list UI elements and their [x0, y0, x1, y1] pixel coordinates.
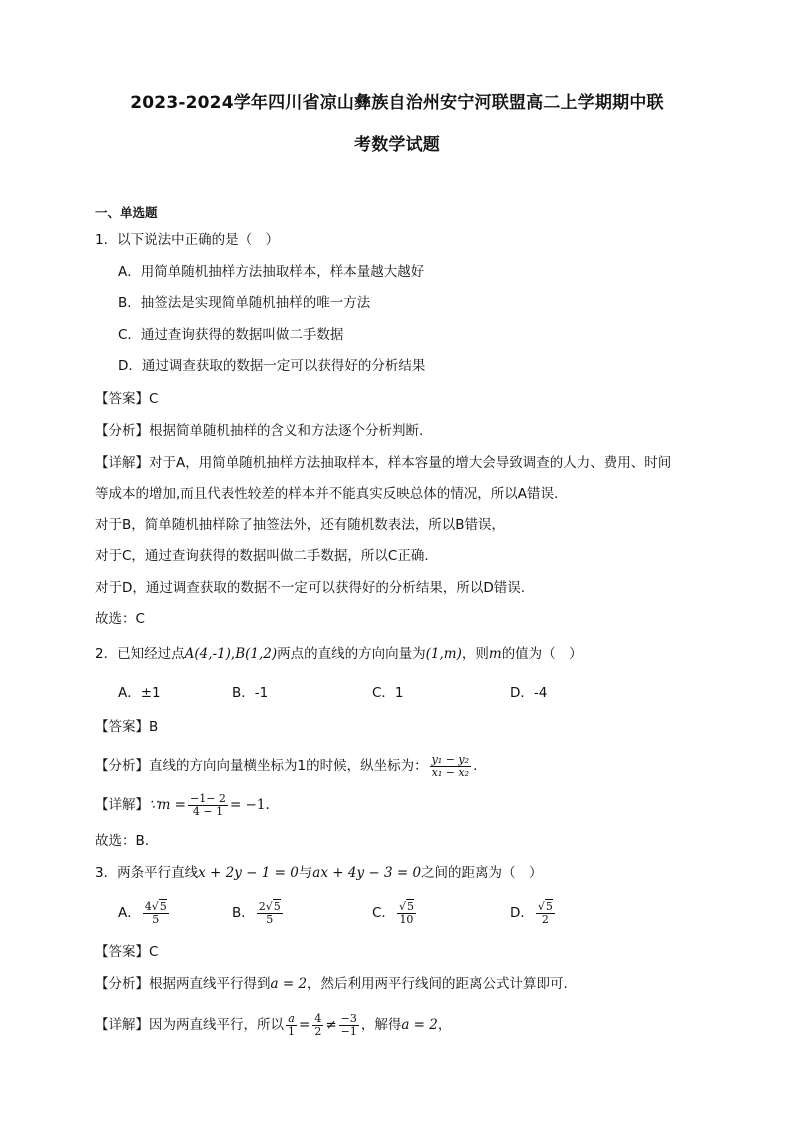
q2-point-a: A(4,-1)	[184, 646, 231, 662]
q2-answer	[95, 717, 158, 737]
fraction-numerator: 4	[314, 1011, 322, 1025]
q2-stem-d: 的值为（ ）	[501, 646, 583, 662]
choose-label: 故选：	[95, 611, 136, 627]
fraction-numerator: −3	[340, 1011, 357, 1025]
ratio-fraction-3	[339, 1013, 359, 1038]
fraction-denominator: 5	[266, 912, 274, 926]
fraction-numerator: a	[286, 1013, 297, 1026]
fraction-numerator: −1− 2	[190, 791, 226, 805]
fraction-numerator: √5	[537, 899, 553, 913]
q2-detail-pre: ∵m =	[149, 797, 186, 813]
option-fraction	[397, 901, 416, 926]
q1-detail-5: 对于D，通过调查获取的数据不一定可以获得好的分析结果，所以D错误.	[95, 580, 526, 596]
q2-detail	[95, 791, 270, 819]
q3-option-a	[118, 898, 171, 928]
fraction-denominator: −1	[340, 1024, 357, 1038]
q2-option-a: A．±1	[118, 685, 161, 701]
option-label: A．	[118, 905, 141, 921]
choose-value: B.	[135, 833, 150, 849]
q1-option-b: B．抽签法是实现简单随机抽样的唯一方法	[118, 295, 371, 311]
not-equal-sign: ≠	[325, 1017, 337, 1033]
detail-label: 【详解】	[95, 797, 149, 813]
fraction-numerator: y₁ − y₂	[431, 752, 470, 766]
analysis-text: 根据简单随机抽样的含义和方法逐个分析判断.	[149, 423, 424, 439]
q1-detail-3: 对于B，简单随机抽样除了抽签法外，还有随机数表法，所以B错误，	[95, 517, 506, 533]
section-heading: 一、单选题	[95, 205, 158, 220]
q3-stem	[95, 863, 543, 883]
m-fraction	[188, 793, 228, 818]
option-label: D．	[510, 905, 534, 921]
choose-value: C	[135, 611, 145, 627]
q3-option-b	[232, 898, 285, 928]
q2-analysis: 【分析】直线的方向向量横坐标为1的时候，纵坐标为： $\frac{\text{y₁ − y₂}}{\text{x₁ − x₂}}$ .	[95, 752, 478, 779]
analysis-text: 直线的方向向量横坐标为1的时候，纵坐标为：	[149, 758, 428, 774]
option-label: B．	[232, 905, 255, 921]
option-fraction	[257, 901, 283, 926]
ratio-fraction-2	[312, 1013, 323, 1038]
q3-detail-c: ，	[437, 1017, 452, 1033]
option-label: C．	[372, 905, 395, 921]
q1-detail-1	[95, 453, 671, 473]
fraction-numerator: √5	[398, 899, 414, 913]
q1-option-d: D．通过调查获取的数据一定可以获得好的分析结果	[118, 358, 426, 374]
answer-value: C	[149, 944, 159, 960]
q1-answer	[95, 389, 158, 409]
fraction-numerator: 2√5	[258, 899, 281, 913]
detail-label: 【详解】	[95, 1017, 149, 1033]
fraction-denominator: 5	[152, 912, 160, 926]
detail-text: 对于A，用简单随机抽样方法抽取样本，样本容量的增大会导致调查的人力、费用、时间	[149, 455, 672, 471]
answer-label: 【答案】	[95, 719, 149, 735]
ratio-fraction-1	[286, 1013, 297, 1038]
q3-detail-b: ，解得	[360, 1017, 402, 1033]
q3-option-d	[510, 898, 557, 928]
q1-option-c: C．通过查询获得的数据叫做二手数据	[118, 327, 344, 343]
q2-option-d: D．-4	[510, 685, 548, 701]
detail-label: 【详解】	[95, 455, 149, 471]
q1-stem: 1．以下说法中正确的是（ ）	[95, 232, 280, 248]
analysis-label: 【分析】	[95, 758, 149, 774]
q3-answer	[95, 942, 158, 962]
fraction-denominator: 4 − 1	[192, 804, 224, 818]
fraction-denominator: 10	[399, 912, 414, 926]
q1-detail-4: 对于C，通过查询获得的数据叫做二手数据，所以C正确.	[95, 548, 429, 564]
q3-stem-b: 与	[298, 865, 313, 881]
q2-stem	[95, 644, 583, 664]
equal-sign: =	[299, 1017, 311, 1033]
q3-analysis-a: 根据两直线平行得到	[149, 976, 271, 992]
q1-option-a: A．用简单随机抽样方法抽取样本，样本量越大越好	[118, 264, 425, 280]
q3-detail-a: 因为两直线平行，所以	[149, 1017, 284, 1033]
q3-eq-1: x + 2y − 1 = 0	[198, 865, 299, 881]
q3-analysis	[95, 974, 568, 994]
q3-detail	[95, 1010, 451, 1040]
q2-option-b: B．-1	[232, 685, 269, 701]
analysis-label: 【分析】	[95, 423, 149, 439]
q1-analysis	[95, 421, 423, 441]
q1-choose	[95, 609, 145, 629]
q2-comma: ,	[230, 646, 236, 662]
q1-detail-2: 等成本的增加,而且代表性较差的样本并不能真实反映总体的情况，所以A错误.	[95, 486, 559, 502]
q2-vector: (1,m)	[425, 646, 462, 662]
q2-stem-b: 两点的直线的方向向量为	[277, 646, 426, 662]
fraction-denominator: 2	[314, 1024, 322, 1038]
q3-analysis-eq: a = 2	[270, 976, 308, 992]
slope-fraction	[430, 754, 471, 779]
q2-stem-c: ，则	[461, 646, 489, 662]
q3-eq-2: ax + 4y − 3 = 0	[312, 865, 422, 881]
q3-stem-c: 之间的距离为（ ）	[421, 865, 543, 881]
analysis-label: 【分析】	[95, 976, 149, 992]
q2-option-c: C．1	[372, 685, 404, 701]
answer-value: B	[149, 719, 159, 735]
q3-analysis-b: ，然后利用两平行线间的距离公式计算即可.	[307, 976, 568, 992]
title-line-1: 2023-2024学年四川省凉山彝族自治州安宁河联盟高二上学期期中联	[130, 93, 664, 113]
choose-label: 故选：	[95, 833, 136, 849]
fraction-denominator: 2	[541, 912, 549, 926]
fraction-denominator: 1	[288, 1024, 295, 1038]
q2-stem-a: 2．已知经过点	[95, 646, 185, 662]
title-line-2: 考数学试题	[354, 135, 440, 155]
option-fraction	[536, 901, 555, 926]
q2-var-m: m	[488, 646, 502, 662]
q2-point-b: B(1,2)	[235, 646, 278, 662]
fraction-numerator: 4√5	[144, 899, 167, 913]
option-fraction	[143, 901, 169, 926]
fraction-denominator: x₁ − x₂	[431, 765, 470, 779]
answer-value: C	[149, 391, 159, 407]
answer-label: 【答案】	[95, 391, 149, 407]
q3-detail-eq: a = 2	[401, 1017, 438, 1033]
q3-option-c	[372, 898, 418, 928]
q2-detail-post: = −1.	[229, 797, 270, 813]
q2-choose	[95, 831, 149, 851]
q3-stem-a: 3．两条平行直线	[95, 865, 199, 881]
answer-label: 【答案】	[95, 944, 149, 960]
